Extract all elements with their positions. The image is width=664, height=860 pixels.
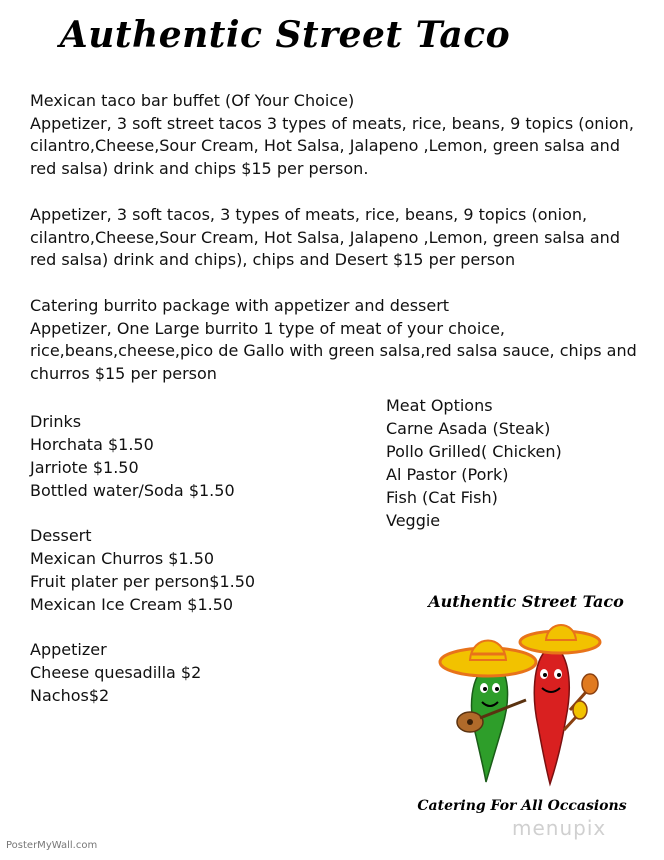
drinks-list bbox=[30, 410, 235, 502]
dessert-heading: Dessert bbox=[30, 526, 92, 545]
menu-item: Mexican Ice Cream $1.50 bbox=[30, 595, 234, 614]
section-line: cilantro,Cheese,Sour Cream, Hot Salsa, Jalapeno ,Lemon, green salsa and bbox=[30, 136, 620, 155]
section-line: cilantro,Cheese,Sour Cream, Hot Salsa, Jalapeno ,Lemon, green salsa and bbox=[30, 227, 620, 247]
watermark: menupix bbox=[512, 816, 607, 840]
footer-credit: PosterMyWall.com bbox=[6, 840, 98, 851]
section-line: Mexican taco bar buffet (Of Your Choice) bbox=[30, 91, 355, 110]
soft-taco-section bbox=[30, 204, 640, 272]
menu-item: Mexican Churros $1.50 bbox=[30, 549, 215, 568]
section-line: Appetizer, 3 soft street tacos 3 types of meats, rice, beans, 9 topics (onion, bbox=[30, 113, 634, 133]
section-line: Appetizer, 3 soft tacos, 3 types of meats, rice, beans, 9 topics (onion, bbox=[30, 205, 588, 224]
section-line: red salsa) drink and chips $15 per person. bbox=[30, 158, 369, 178]
logo-tagline: Catering For All Occasions bbox=[417, 798, 627, 814]
section-line: churros $15 per person bbox=[30, 363, 217, 383]
taco-bar-section bbox=[30, 90, 640, 180]
section-line: Appetizer, One Large burrito 1 type of meat of your choice, bbox=[30, 318, 506, 338]
menu-item: Nachos$2 bbox=[30, 686, 110, 705]
menu-item: Jarriote $1.50 bbox=[30, 458, 139, 477]
logo-title: Authentic Street Taco bbox=[428, 592, 624, 611]
menu-item: Cheese quesadilla $2 bbox=[30, 663, 202, 682]
meat-options-heading: Meat Options bbox=[386, 396, 493, 415]
menu-item: Bottled water/Soda $1.50 bbox=[30, 481, 235, 500]
menu-item: Carne Asada (Steak) bbox=[386, 419, 551, 438]
meat-options-list bbox=[386, 394, 562, 532]
menu-item: Horchata $1.50 bbox=[30, 435, 154, 454]
chili-mariachi-logo bbox=[430, 618, 610, 790]
menu-item: Al Pastor (Pork) bbox=[386, 465, 509, 484]
menu-item: Fruit plater per person$1.50 bbox=[30, 572, 256, 591]
appetizer-heading: Appetizer bbox=[30, 640, 107, 659]
menu-item: Fish (Cat Fish) bbox=[386, 488, 498, 507]
dessert-list bbox=[30, 524, 255, 616]
section-line: rice,beans,cheese,pico de Gallo with green salsa,red salsa sauce, chips and bbox=[30, 341, 637, 360]
sombrero-icon bbox=[520, 625, 600, 653]
section-line: Catering burrito package with appetizer and dessert bbox=[30, 296, 450, 315]
menu-item: Pollo Grilled( Chicken) bbox=[386, 442, 562, 461]
appetizer-list bbox=[30, 638, 201, 707]
drinks-heading: Drinks bbox=[30, 412, 82, 431]
menu-item: Veggie bbox=[386, 511, 441, 530]
burrito-section bbox=[30, 295, 640, 385]
menu-title: Authentic Street Taco bbox=[59, 14, 511, 56]
section-line: red salsa) drink and chips), chips and Desert $15 per person bbox=[30, 250, 516, 269]
